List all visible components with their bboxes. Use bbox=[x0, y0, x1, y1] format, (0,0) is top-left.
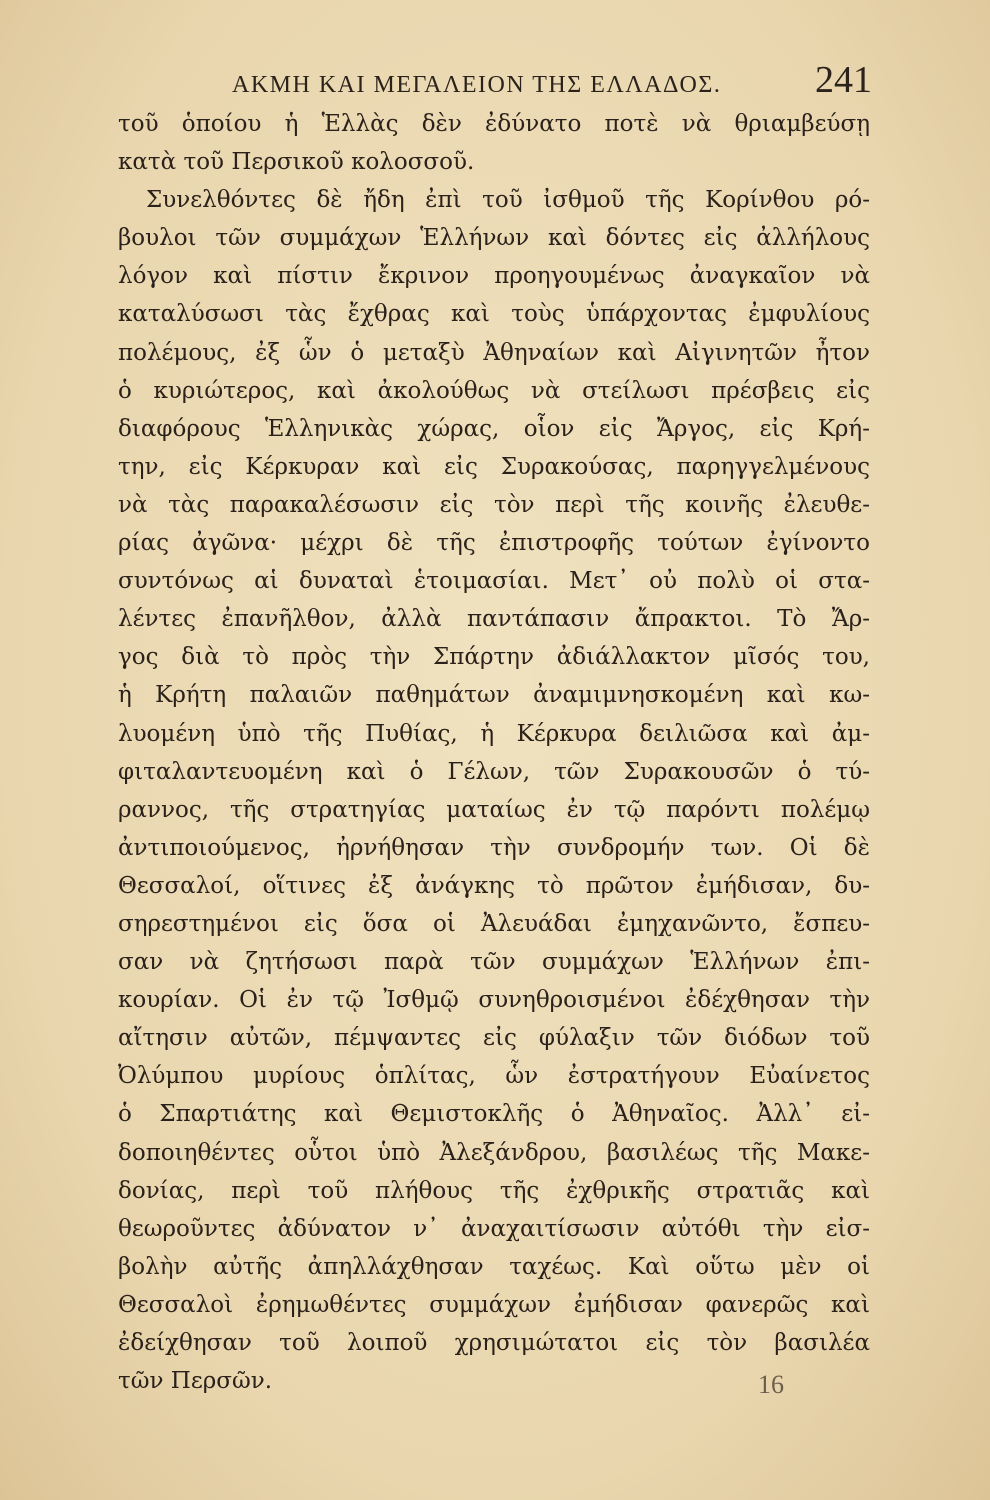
text-line: ρίας ἀγῶνα· μέχρι δὲ τῆς ἐπιστροφῆς τούτων ἐγίνοντο bbox=[118, 530, 870, 557]
text-line: καταλύσωσι τὰς ἔχθρας καὶ τοὺς ὑπάρχοντας ἐμφυλίους bbox=[118, 301, 870, 328]
text-line: λόγον καὶ πίστιν ἔκρινον προηγουμένως ἀναγκαῖον νὰ bbox=[118, 263, 870, 290]
text-line: δοποιηθέντες οὗτοι ὑπὸ Ἀλεξάνδρου, βασιλέως τῆς Μακε- bbox=[118, 1139, 870, 1166]
text-line: δονίας, περὶ τοῦ πλήθους τῆς ἐχθρικῆς στρατιᾶς καὶ bbox=[118, 1177, 870, 1204]
text-line: γος διὰ τὸ πρὸς τὴν Σπάρτην ἀδιάλλακτον μῖσός του, bbox=[118, 644, 870, 671]
text-line: βολὴν αὐτῆς ἀπηλλάχθησαν ταχέως. Καὶ οὕτω μὲν οἱ bbox=[118, 1253, 870, 1280]
body-text bbox=[118, 105, 870, 1400]
text-line: κουρίαν. Οἱ ἐν τῷ Ἰσθμῷ συνηθροισμένοι ἐδέχθησαν τὴν bbox=[118, 987, 870, 1014]
text-line: ἐδείχθησαν τοῦ λοιποῦ χρησιμώτατοι εἰς τὸν βασιλέα bbox=[118, 1330, 870, 1356]
text-line: ὁ Σπαρτιάτης καὶ Θεμιστοκλῆς ὁ Ἀθηναῖος. Ἀλλ᾽ εἰ- bbox=[118, 1101, 870, 1128]
text-line: θεωροῦντες ἀδύνατον ν᾽ ἀναχαιτίσωσιν αὐτόθι τὴν εἰσ- bbox=[118, 1215, 870, 1242]
text-line: βουλοι τῶν συμμάχων Ἑλλήνων καὶ δόντες εἰς ἀλλήλους bbox=[118, 225, 870, 252]
text-line: Ὀλύμπου μυρίους ὁπλίτας, ὧν ἐστρατήγουν Εὐαίνετος bbox=[118, 1063, 870, 1090]
text-line: κατὰ τοῦ Περσικοῦ κολοσσοῦ. bbox=[118, 149, 475, 176]
text-line: νὰ τὰς παρακαλέσωσιν εἰς τὸν περὶ τῆς κοινῆς ἐλευθε- bbox=[118, 491, 870, 518]
text-line: αἴτησιν αὐτῶν, πέμψαντες εἰς φύλαξιν τῶν διόδων τοῦ bbox=[118, 1025, 870, 1052]
text-line: συντόνως αἱ δυναταὶ ἑτοιμασίαι. Μετ᾽ οὐ πολὺ οἱ στα- bbox=[118, 568, 870, 595]
page-number: 241 bbox=[815, 59, 872, 101]
text-line: λέντες ἐπανῆλθον, ἀλλὰ παντάπασιν ἄπρακτοι. Τὸ Ἄρ- bbox=[118, 606, 870, 633]
text-line: ἡ Κρήτη παλαιῶν παθημάτων ἀναμιμνησκομένη καὶ κω- bbox=[118, 682, 870, 709]
text-line: τοῦ ὁποίου ἡ Ἑλλὰς δὲν ἐδύνατο ποτὲ νὰ θριαμβεύσῃ bbox=[118, 111, 870, 137]
text-line: τῶν Περσῶν. bbox=[118, 1368, 273, 1395]
text-line: Θεσσαλοὶ ἐρημωθέντες συμμάχων ἐμήδισαν φανερῶς καὶ bbox=[118, 1291, 870, 1318]
text-line: πολέμους, ἐξ ὧν ὁ μεταξὺ Ἀθηναίων καὶ Αἰγινητῶν ἦτον bbox=[118, 339, 870, 366]
text-line: σαν νὰ ζητήσωσι παρὰ τῶν συμμάχων Ἑλλήνων ἐπι- bbox=[118, 949, 870, 976]
text-line: την, εἰς Κέρκυραν καὶ εἰς Συρακούσας, παρηγγελμένους bbox=[118, 453, 870, 480]
text-line: ραννος, τῆς στρατηγίας ματαίως ἐν τῷ παρόντι πολέμῳ bbox=[118, 796, 870, 823]
running-title: ΑΚΜΗ ΚΑΙ ΜΕΓΑΛΕΙΟΝ ΤΗΣ ΕΛΛΑΔΟΣ. bbox=[232, 72, 722, 98]
text-line: φιταλαντευομένη καὶ ὁ Γέλων, τῶν Συρακουσῶν ὁ τύ- bbox=[118, 758, 870, 785]
page-header bbox=[232, 58, 872, 102]
text-line: διαφόρους Ἑλληνικὰς χώρας, οἷον εἰς Ἄργος, εἰς Κρή- bbox=[118, 415, 870, 442]
signature-mark: 16 bbox=[758, 1370, 784, 1399]
text-line: ὁ κυριώτερος, καὶ ἀκολούθως νὰ στείλωσι πρέσβεις εἰς bbox=[118, 377, 870, 404]
text-line: σηρεστημένοι εἰς ὅσα οἱ Ἀλευάδαι ἐμηχανῶντο, ἔσπευ- bbox=[118, 910, 870, 937]
text-line: ἀντιποιούμενος, ἠρνήθησαν τὴν συνδρομήν των. Οἱ δὲ bbox=[118, 834, 870, 861]
text-line: λυομένη ὑπὸ τῆς Πυθίας, ἡ Κέρκυρα δειλιῶσα καὶ ἀμ- bbox=[118, 720, 870, 747]
text-line: Συνελθόντες δὲ ἤδη ἐπὶ τοῦ ἰσθμοῦ τῆς Κορίνθου ρό- bbox=[146, 187, 870, 214]
text-line: Θεσσαλοί, οἵτινες ἐξ ἀνάγκης τὸ πρῶτον ἐμήδισαν, δυ- bbox=[118, 872, 870, 899]
